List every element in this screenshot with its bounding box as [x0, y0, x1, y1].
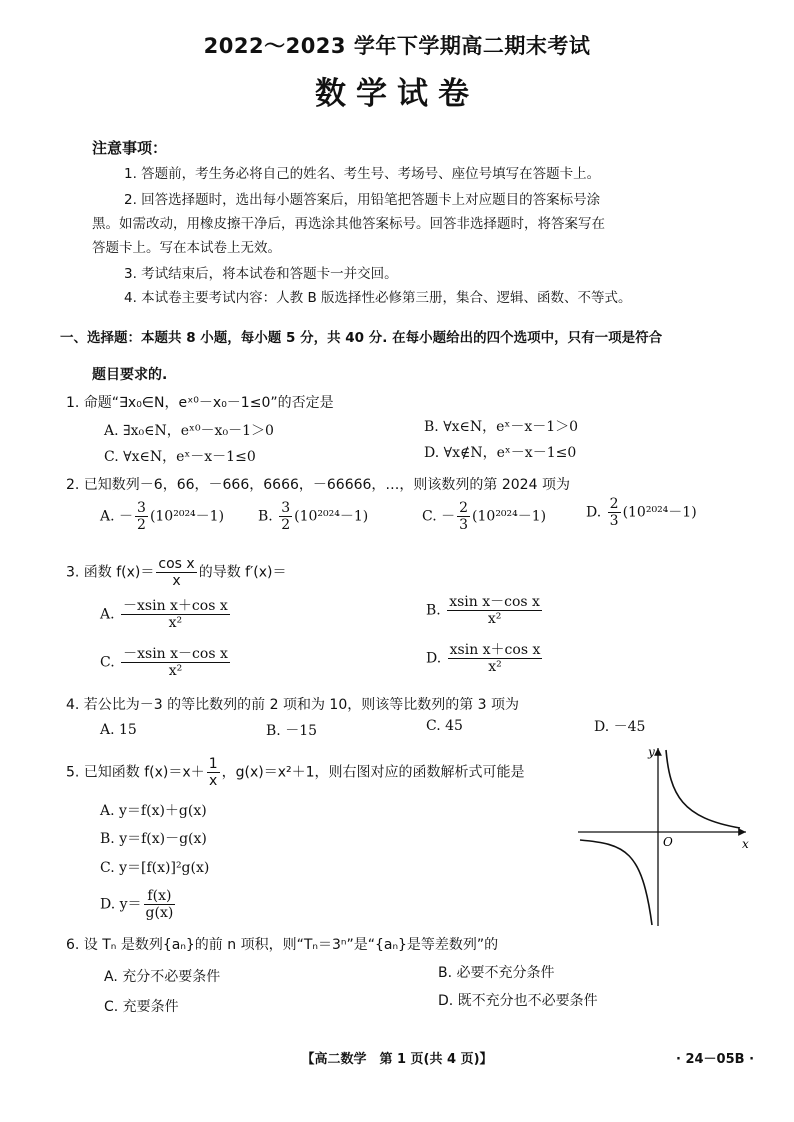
q5-option-c: C. y＝[f(x)]²g(x) [100, 860, 210, 876]
notice-item-3: 3. 考试结束后，将本试卷和答题卡一并交回。 [124, 266, 398, 282]
q3-stem-post: 的导数 f′(x)＝ [198, 564, 287, 581]
q5-stem [66, 756, 525, 789]
q2-a-den: 2 [137, 517, 146, 533]
q3-b-num: xsin x－cos x [449, 594, 540, 610]
q4-option-b: B. －15 [266, 723, 318, 739]
q2-a-tail: (10²⁰²⁴－1) [149, 508, 225, 525]
q3-c-num: －xsin x－cos x [123, 646, 228, 662]
q2-b-num: 3 [281, 500, 291, 516]
section-heading-line1: 一、选择题：本题共 8 小题，每小题 5 分，共 40 分. 在每小题给出的四个选项中，只有一项是符合 [60, 330, 663, 346]
q2-option-d [586, 496, 697, 529]
q2-d-den: 3 [609, 513, 619, 529]
q2-option-c [422, 500, 546, 533]
q3-a-label: A. [100, 606, 120, 623]
q6-option-b: B. 必要不充分条件 [438, 965, 555, 981]
q4-option-c: C. 45 [426, 718, 463, 734]
notice-item-2c: 答题卡上。写在本试卷上无效。 [92, 240, 281, 256]
q3-c-label: C. [100, 654, 120, 671]
curve-right-branch [666, 750, 740, 828]
q5-option-a: A. y＝f(x)＋g(x) [100, 803, 207, 819]
q5-function-graph [570, 740, 760, 930]
q5-d-den: g(x) [145, 905, 174, 921]
q5-stem-pre: 5. 已知函数 f(x)＝x＋ [66, 764, 205, 781]
q1-stem: 1. 命题“∃x₀∈N，eˣ⁰－x₀－1≤0”的否定是 [66, 395, 334, 411]
exam-subtitle: 数学试卷 [315, 76, 479, 112]
notice-item-4: 4. 本试卷主要考试内容：人教 B 版选择性必修第三册，集合、逻辑、函数、不等式。 [124, 290, 632, 306]
exam-title: 2022～2023 学年下学期高二期末考试 [203, 34, 591, 58]
q2-option-b [258, 500, 368, 533]
y-axis-label: y [648, 745, 655, 759]
q1-option-a: A. ∃x₀∈N，eˣ⁰－x₀－1＞0 [104, 423, 274, 439]
q5-d-label: D. y＝ [100, 896, 142, 913]
q3-stem-num: cos x [158, 556, 195, 572]
q2-c-den: 3 [459, 517, 469, 533]
q1-option-c: C. ∀x∈N，eˣ－x－1≤0 [104, 449, 256, 465]
q3-a-den: x² [168, 615, 183, 631]
q3-a-num: －xsin x＋cos x [123, 598, 228, 614]
q3-d-den: x² [488, 659, 502, 675]
exam-code: · 24－05B · [676, 1052, 755, 1067]
origin-label: O [663, 835, 673, 849]
q2-c-label: C. － [422, 508, 456, 525]
q1-option-d: D. ∀x∉N，eˣ－x－1≤0 [424, 445, 577, 461]
q1-option-b: B. ∀x∈N，eˣ－x－1＞0 [424, 419, 579, 435]
notice-heading: 注意事项： [92, 139, 168, 157]
notice-item-2a: 2. 回答选择题时，选出每小题答案后，用铅笔把答题卡上对应题目的答案标号涂 [124, 192, 601, 208]
q5-stem-den: x [209, 773, 218, 789]
q3-b-label: B. [426, 602, 446, 619]
q2-d-tail: (10²⁰²⁴－1) [622, 504, 697, 521]
x-axis-label: x [742, 837, 749, 851]
q5-option-d [100, 888, 177, 921]
q6-stem: 6. 设 Tₙ 是数列{aₙ}的前 n 项积，则“Tₙ＝3ⁿ”是“{aₙ}是等差数列”的 [66, 937, 499, 953]
q2-c-num: 2 [459, 500, 469, 516]
q2-b-tail: (10²⁰²⁴－1) [294, 508, 369, 525]
q2-a-label: A. － [100, 508, 134, 525]
q4-option-a: A. 15 [100, 722, 137, 738]
q3-c-den: x² [168, 663, 183, 679]
q3-b-den: x² [487, 611, 502, 627]
q4-stem: 4. 若公比为－3 的等比数列的前 2 项和为 10，则该等比数列的第 3 项为 [66, 697, 520, 713]
q3-option-b [426, 594, 544, 627]
q5-stem-post: ，g(x)＝x²＋1，则右图对应的函数解析式可能是 [221, 764, 525, 781]
q2-b-label: B. [258, 508, 278, 525]
q3-d-num: xsin x＋cos x [449, 642, 541, 658]
q3-option-c [100, 646, 232, 679]
q3-option-d [426, 642, 544, 675]
q5-d-num: f(x) [144, 888, 176, 905]
q3-d-label: D. [426, 650, 446, 667]
q5-option-b: B. y＝f(x)－g(x) [100, 831, 207, 847]
q2-c-tail: (10²⁰²⁴－1) [472, 508, 547, 525]
q6-option-c: C. 充要条件 [104, 999, 179, 1015]
q2-d-label: D. [586, 504, 606, 521]
curve-left-branch [580, 840, 652, 925]
q3-stem [66, 556, 286, 589]
q2-d-num: 2 [609, 496, 619, 512]
q2-b-den: 2 [281, 517, 291, 533]
q3-option-a [100, 598, 232, 631]
q2-option-a [100, 500, 224, 533]
q3-stem-pre: 3. 函数 f(x)＝ [66, 564, 155, 581]
q2-stem: 2. 已知数列－6，66，－666，6666，－66666，…，则该数列的第 2024 项为 [66, 477, 570, 493]
page-footer: 【高二数学 第 1 页(共 4 页)】 [301, 1052, 493, 1067]
notice-item-1: 1. 答题前，考生务必将自己的姓名、考生号、考场号、座位号填写在答题卡上。 [124, 166, 601, 182]
q5-stem-num: 1 [208, 756, 218, 772]
q2-a-num: 3 [137, 500, 146, 516]
q6-option-a: A. 充分不必要条件 [104, 969, 221, 985]
q6-option-d: D. 既不充分也不必要条件 [438, 993, 598, 1009]
q4-option-d: D. －45 [594, 719, 646, 735]
section-heading-line2: 题目要求的. [92, 367, 168, 383]
q3-stem-den: x [172, 573, 181, 589]
notice-item-2b: 黑。如需改动，用橡皮擦干净后，再选涂其他答案标号。回答非选择题时，将答案写在 [92, 216, 605, 232]
